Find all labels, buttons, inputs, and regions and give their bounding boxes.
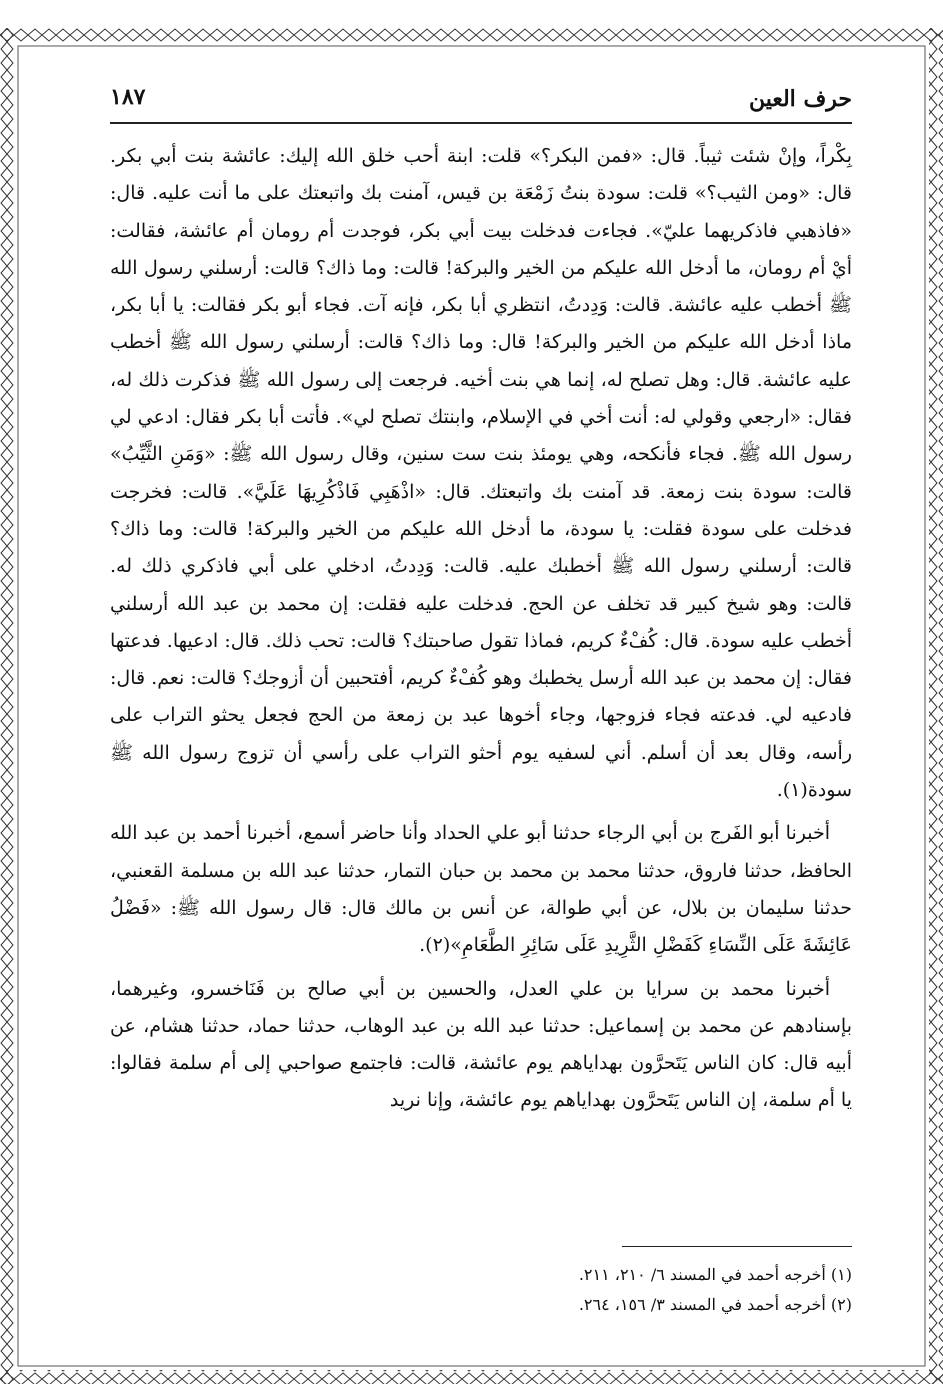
main-text [110,138,852,1126]
page-number: ١٨٧ [110,84,146,110]
book-page [40,80,852,1350]
header-divider [110,122,852,124]
paragraph-2: أخبرنا أبو الفَرج بن أبي الرجاء حدثنا أبو علي الحداد وأنا حاضر أسمع، أخبرنا أحمد بن عبد الله الحافظ، حدثنا فاروق، حدثنا محمد بن محمد بن حبان التمار، حدثنا عبد الله بن مسلمة القعنبي، حدثنا سليمان بن بلال، عن أبي طوالة، عن أنس بن مالك قال: قال رسول الله ﷺ: «فَضْلُ عَائِشَةَ عَلَى النِّسَاءِ كَفَضْلِ الثَّرِيدِ عَلَى سَائِرِ الطَّعَامِ»(٢). [110,822,852,957]
page-header [40,80,852,120]
footnote-divider [622,1246,852,1247]
paragraph-3: أخبرنا محمد بن سرايا بن علي العدل، والحسين بن أبي صالح بن فَنَاخسرو، وغيرهما، بإسنادهم عن محمد بن إسماعيل: حدثنا عبد الله بن عبد الوهاب، حدثنا حماد، حدثنا هشام، عن أبيه قال: كان الناس يَتَحرَّون بهداياهم يوم عائشة، قالت: فاجتمع صواحبي إلى أم سلمة فقالوا: يا أم سلمة، إن الناس يَتَحرَّون بهداياهم يوم عائشة، وإنا نريد [110,977,852,1112]
page-title: حرف العين [748,86,852,112]
paragraph-1: بِكْراً، وإنْ شئت ثيباً. قال: «فمن البكر؟» قلت: ابنة أحب خلق الله إليك: عائشة بنت أبي بكر. قال: «ومن الثيب؟» قلت: سودة بنتُ زَمْعَة بن قيس، آمنت بك واتبعتك على ما أنت عليه. قال: «فاذهبي فاذكريهما عليّ». فجاءت فدخلت بيت أبي بكر، فوجدت أم رومان أم عائشة، فقالت: أيْ أم رومان، ما أدخل الله عليكم من الخير والبركة! قالت: وما ذاك؟ قالت: أرسلني رسول الله ﷺ أخطب عليه عائشة. قالت: وَدِدتُ، انتظري أبا بكر، فإنه آت. فجاء أبو بكر فقالت: يا أبا بكر، ماذا أدخل الله عليكم من الخير والبركة! قال: وما ذاك؟ قالت: أرسلني رسول الله ﷺ أخطب عليه عائشة. قال: وهل تصلح له، إنما هي بنت أخيه. فرجعت إلى رسول الله ﷺ فذكرت ذلك له، فقال: «ارجعي وقولي له: أنت أخي في الإسلام، وابنتك تصلح لي». فأتت أبا بكر فقال: ادعي لي رسول الله ﷺ. فجاء فأنكحه، وهي يومئذ بنت ست سنين، وقال رسول الله ﷺ: «وَمَنِ الثَّيِّبُ» قالت: سودة بنت زمعة. قد آمنت بك واتبعتك. قال: «اذْهَبِي فَاذْكُرِيهَا عَلَيَّ». قالت: فخرجت فدخلت على سودة فقلت: يا سودة، ما أدخل الله عليكم من الخير والبركة! قالت: وما ذاك؟ قالت: أرسلني رسول الله ﷺ أخطبك عليه. قالت: وَدِدتُ، ادخلي على أبي فاذكري ذلك له. قالت: وهو شيخ كبير قد تخلف عن الحج. فدخلت عليه فقلت: إن محمد بن عبد الله أرسلني أخطب عليه سودة. قال: كُفْءٌ كريم، فماذا تقول صاحبتك؟ قالت: تحب ذلك. قال: ادعيها. فدعتها فقال: إن محمد بن عبد الله أرسل يخطبك وهو كُفْءٌ كريم، أفتحبين أن أزوجك؟ قالت: نعم. قال: فادعيه لي. فدعته فجاء فزوجها، وجاء أخوها عبد بن زمعة من الحج فجعل يحثو التراب على رأسه، وقال بعد أن أسلم. أني لسفيه يوم أحثو التراب على رأسي أن تزوج رسول الله ﷺ سودة(١). [110,145,852,802]
footnote-2: (٢) أخرجه أحمد في المسند ٣/ ١٥٦، ٢٦٤. [578,1295,852,1314]
footnotes [110,1260,852,1320]
footnote-1: (١) أخرجه أحمد في المسند ٦/ ٢١٠، ٢١١. [578,1265,852,1284]
